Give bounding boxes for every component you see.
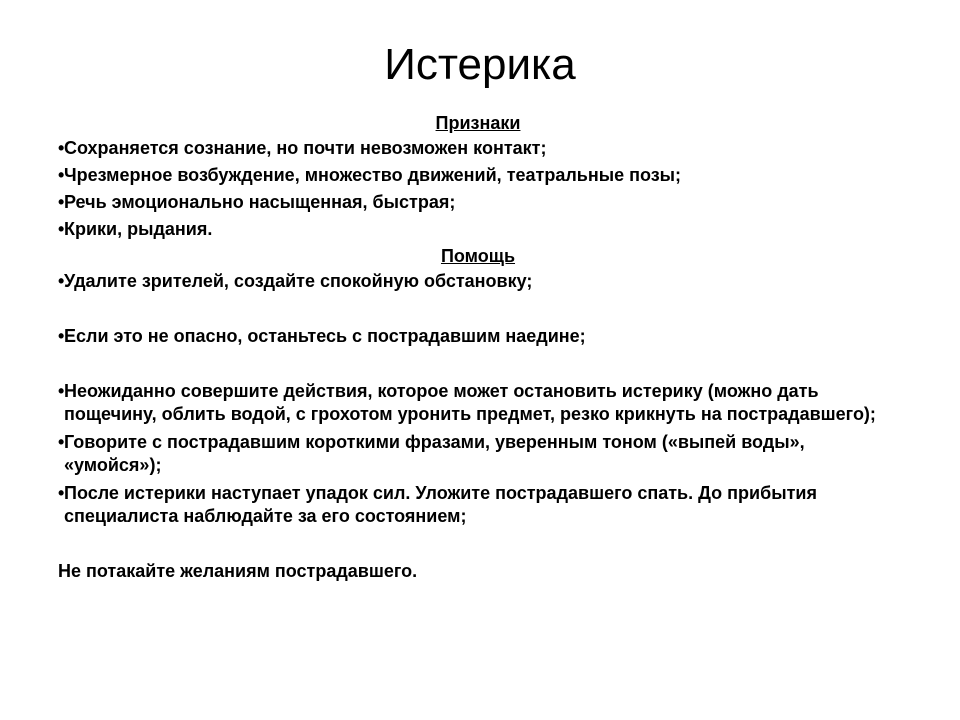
help-list	[58, 270, 898, 528]
list-item: • После истерики наступает упадок сил. Уложите пострадавшего спать. До прибытия специалиста наблюдайте за его состоянием;	[58, 483, 817, 526]
list-item: • Неожиданно совершите действия, которое может остановить истерику (можно дать пощечину, облить водой, с грохотом уронить предмет, резко крикнуть на пострадавшего);	[58, 381, 876, 424]
closing-note: Не потакайте желаниям пострадавшего.	[58, 561, 418, 581]
slide-content	[58, 112, 898, 583]
signs-heading: Признаки	[435, 113, 521, 133]
bullet-icon: •	[58, 326, 65, 346]
list-item: • Сохраняется сознание, но почти невозможен контакт;	[58, 138, 547, 158]
signs-list	[58, 137, 898, 241]
list-item: • Крики, рыдания.	[58, 219, 213, 239]
bullet-icon: •	[58, 381, 65, 401]
list-item: • Речь эмоционально насыщенная, быстрая;	[58, 192, 456, 212]
slide-title: Истерика	[384, 40, 576, 89]
list-item: • Если это не опасно, останьтесь с пострадавшим наедине;	[58, 326, 586, 346]
list-item: • Говорите с пострадавшим короткими фразами, уверенным тоном («выпей воды», «умойся»);	[58, 432, 805, 475]
list-item: • Чрезмерное возбуждение, множество движений, театральные позы;	[58, 165, 682, 185]
bullet-icon: •	[58, 219, 65, 239]
bullet-icon: •	[58, 483, 65, 503]
bullet-icon: •	[58, 432, 65, 452]
list-item: • Удалите зрителей, создайте спокойную обстановку;	[58, 271, 533, 291]
bullet-icon: •	[58, 138, 65, 158]
help-heading: Помощь	[440, 246, 516, 266]
bullet-icon: •	[58, 271, 65, 291]
bullet-icon: •	[58, 192, 65, 212]
bullet-icon: •	[58, 165, 65, 185]
